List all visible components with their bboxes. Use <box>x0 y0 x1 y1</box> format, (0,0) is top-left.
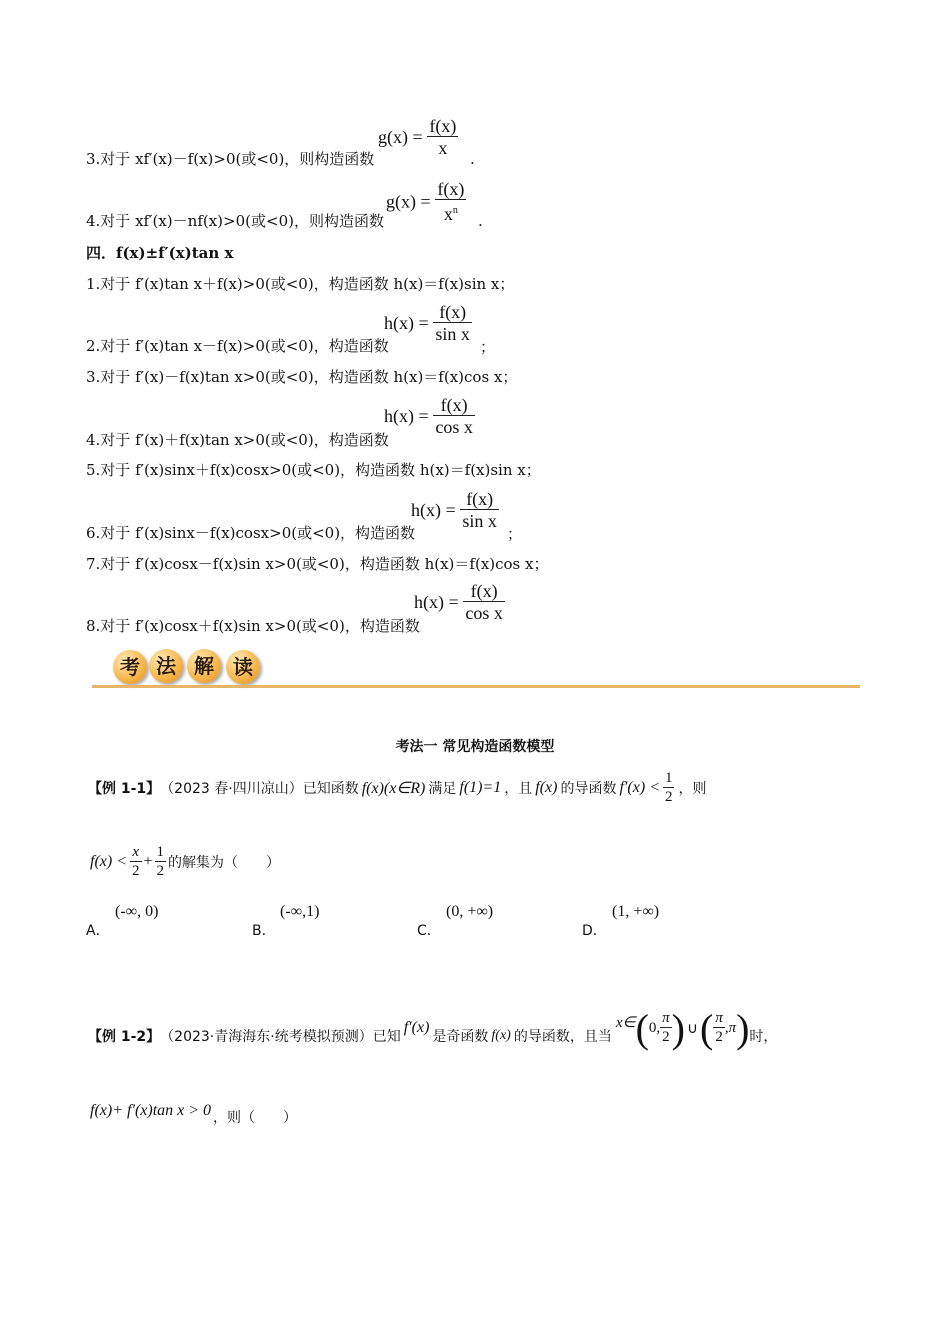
interval-1-start: 0, <box>648 1019 661 1036</box>
example-2-fprime: f′(x) <box>403 1019 430 1036</box>
section-4-item-2: 2.对于 f′(x)tan x－f(x)>0(或<0)，构造函数 <box>86 337 389 355</box>
option-c-label[interactable]: C． <box>417 923 441 939</box>
banner-ball-2: 法 <box>149 649 183 683</box>
rule-4-text: 4.对于 xf′(x)－nf(x)>0(或<0)，则构造函数 <box>86 212 384 230</box>
section-4-item-8: 8.对于 f′(x)cosx＋f(x)sin x>0(或<0)，构造函数 <box>86 617 420 635</box>
option-d-value[interactable]: (1, +∞) <box>612 903 660 920</box>
item-6-denominator: sin x <box>462 511 497 531</box>
rule-3-text: 3.对于 xf′(x)－f(x)>0(或<0)，则构造函数 <box>86 150 375 168</box>
example-2-condition: f(x)+ f′(x)tan x > 0 <box>90 1102 212 1119</box>
rule-3-numerator: f(x) <box>429 116 457 136</box>
example-1-text-2: ，且 <box>504 781 533 797</box>
item-4-fraction <box>433 395 475 438</box>
half-numerator: 1 <box>664 770 673 786</box>
section-4-item-4: 4.对于 f′(x)＋f(x)tan x>0(或<0)，构造函数 <box>86 431 389 449</box>
plus-sign: + <box>143 853 153 870</box>
example-1-condition: f(1)=1 <box>459 779 502 796</box>
rule-3-fraction <box>427 116 458 159</box>
option-b-label[interactable]: B． <box>252 923 276 939</box>
example-1-text-3: 的导函数 <box>560 781 617 797</box>
rule-4-lhs: g(x) = <box>386 191 431 212</box>
example-2-source: （2023·青海海东·统考模拟预测）已知 <box>160 1029 401 1045</box>
option-c-value[interactable]: (0, +∞) <box>446 903 494 920</box>
rule-4-den-exponent: n <box>452 205 458 216</box>
item-8-lhs: h(x) = <box>414 592 459 612</box>
one-over-2 <box>155 844 167 880</box>
example-1-fprime: f′(x) < <box>619 779 660 796</box>
example-1-half <box>663 770 675 806</box>
rule-4-fraction <box>435 179 466 225</box>
example-2-line-2 <box>90 1100 297 1134</box>
option-a-label[interactable]: A． <box>86 923 110 939</box>
rule-3-lhs: g(x) = <box>378 127 423 147</box>
example-1-source: （2023 春·四川凉山）已知函数 <box>160 781 359 797</box>
banner-ball-3: 解 <box>187 649 221 683</box>
item-2-denominator: sin x <box>435 324 470 344</box>
x-over-2 <box>130 844 142 880</box>
example-1-line-2 <box>90 840 280 884</box>
two-denominator-a: 2 <box>662 1029 670 1045</box>
example-2-label: 【例 1-2】 <box>88 1029 161 1045</box>
item-2-numerator: f(x) <box>433 302 472 323</box>
banner-divider <box>92 685 860 688</box>
pi-over-2-b <box>713 1010 725 1046</box>
item-2-fraction <box>433 302 472 345</box>
section-4-item-4-formula <box>384 395 475 438</box>
rule-3-denominator: x <box>438 138 448 158</box>
example-1-fx: f(x) <box>535 779 558 796</box>
section-4-item-2-tail: ； <box>480 338 496 356</box>
section-4-item-1: 1.对于 f′(x)tan x＋f(x)>0(或<0)，构造函数 h(x)＝f(x)sin x； <box>86 275 515 293</box>
pi-numerator-b: π <box>715 1010 723 1026</box>
example-1-text-1: 满足 <box>428 781 457 797</box>
one-numerator: 1 <box>156 844 165 860</box>
left-paren-2: ( <box>699 1005 714 1051</box>
example-2-text-2: 的导函数，且当 <box>513 1029 612 1045</box>
item-4-denominator: cos x <box>435 417 473 437</box>
example-1-line-1 <box>88 766 706 810</box>
one-denominator: 2 <box>156 863 165 879</box>
item-6-numerator: f(x) <box>460 489 499 510</box>
option-b-value[interactable]: (-∞,1) <box>280 903 320 920</box>
item-8-fraction <box>463 581 505 624</box>
inequality-lhs: f(x) < <box>90 853 127 870</box>
section-4-item-7: 7.对于 f′(x)cosx－f(x)sin x>0(或<0)，构造函数 h(x)＝f(x)cos x； <box>86 555 549 573</box>
interval-2-end: ,π <box>724 1019 737 1036</box>
example-2-line-1 <box>88 1004 777 1068</box>
method-title: 考法一 常见构造函数模型 <box>395 739 555 755</box>
half-denominator: 2 <box>664 789 673 805</box>
item-8-denominator: cos x <box>465 603 503 623</box>
x-numerator: x <box>130 844 142 862</box>
item-8-numerator: f(x) <box>463 581 505 602</box>
section-4-item-6-formula <box>411 489 499 532</box>
section-4-heading: 四．f(x)±f′(x)tan x <box>86 244 234 262</box>
example-1-label: 【例 1-1】 <box>88 781 161 797</box>
option-a-value[interactable]: (-∞, 0) <box>115 903 159 920</box>
item-6-fraction <box>460 489 499 532</box>
example-2-text-4: ，则（ ） <box>213 1110 298 1126</box>
section-4-item-5: 5.对于 f′(x)sinx＋f(x)cosx>0(或<0)，构造函数 h(x)＝f(x)sin x； <box>86 461 541 479</box>
section-4-item-6-tail: ； <box>507 525 523 543</box>
item-2-lhs: h(x) = <box>384 313 429 333</box>
example-2-text-1: 是奇函数 <box>432 1029 489 1045</box>
rule-3-tail: . <box>470 150 475 168</box>
example-1-domain: f(x)(x∈R) <box>361 780 426 797</box>
item-4-numerator: f(x) <box>433 395 475 416</box>
example-1-text-4: ，则 <box>678 781 707 797</box>
right-paren-1: ) <box>671 1005 685 1051</box>
rule-4-denominator <box>435 200 466 225</box>
x-in: x∈ <box>615 1014 636 1031</box>
example-1-text-5: 的解集为（ ） <box>168 855 281 871</box>
right-paren-2: ) <box>736 1005 750 1051</box>
x-denominator: 2 <box>132 863 140 879</box>
example-2-fx: f(x) <box>491 1028 511 1043</box>
pi-numerator-a: π <box>662 1010 670 1026</box>
rule-3-formula <box>378 116 458 159</box>
rule-4-formula <box>386 179 466 225</box>
section-4-item-2-formula <box>384 302 472 345</box>
banner-ball-4: 读 <box>226 650 260 684</box>
rule-4-tail: . <box>478 212 483 230</box>
example-2-text-3: 时， <box>749 1029 778 1045</box>
rule-4-numerator: f(x) <box>437 179 465 199</box>
left-paren-1: ( <box>635 1005 649 1051</box>
banner-ball-1: 考 <box>113 650 147 684</box>
union-symbol: ∪ <box>687 1020 698 1037</box>
rule-4-den-base: x <box>443 204 453 224</box>
section-4-item-8-formula <box>414 581 505 624</box>
section-4-item-6: 6.对于 f′(x)sinx－f(x)cosx>0(或<0)，构造函数 <box>86 524 416 542</box>
pi-over-2-a <box>660 1010 672 1046</box>
two-denominator-b: 2 <box>715 1029 723 1045</box>
section-4-item-3: 3.对于 f′(x)－f(x)tan x>0(或<0)，构造函数 h(x)＝f(x)cos x； <box>86 368 518 386</box>
item-6-lhs: h(x) = <box>411 500 456 520</box>
option-d-label[interactable]: D． <box>582 923 607 939</box>
item-4-lhs: h(x) = <box>384 406 429 426</box>
